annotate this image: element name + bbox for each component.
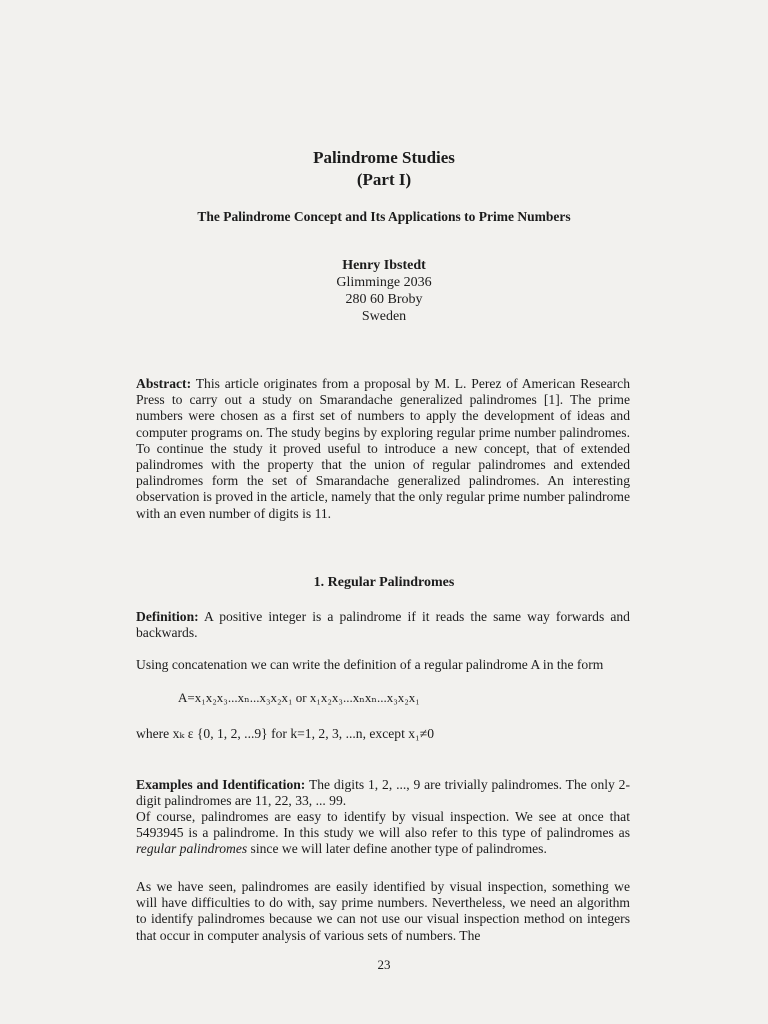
paper-part: (Part I) [356,170,412,189]
course-text-1: Of course, palindromes are easy to identify by visual inspection. We see at once that 5493945 is a palindrome. In this study we will also refer to this type of palindromes as [136,809,630,841]
paper-subtitle: The Palindrome Concept and Its Applications to Prime Numbers [197,209,571,224]
definition-paragraph [136,609,630,641]
section-heading: 1. Regular Palindromes [313,575,455,590]
regular-palindromes-term: regular palindromes [136,841,248,857]
abstract-text: This article originates from a proposal by M. L. Perez of American Research Press to carry out a study on Smarandache generalized palindromes [1]. The prime numbers were chosen as a first set of numbers to apply the development of ideas and computer programs on. The study begins by exploring regular prime number palindromes. To continue the study it proved useful to introduce a new concept, that of extended palindromes with the property that the union of regular palindromes and extended palindromes form the set of Smarandache generalized palindromes. An interesting observation is proved in the article, namely that the only regular prime number palindrome with an even number of digits is 11. [136,376,631,521]
page-number: 23 [377,957,391,972]
course-text-2: since we will later define another type of palindromes. [250,841,547,857]
definition-text: A positive integer is a palindrome if it reads the same way forwards and backwards. [136,609,630,641]
abstract-label: Abstract: [136,376,192,391]
concatenation-paragraph: Using concatenation we can write the definition of a regular palindrome A in the form [136,657,604,672]
examples-paragraph [136,777,630,809]
author-country: Sweden [361,309,407,324]
palindrome-formula: A=x₁x₂x₃...xₙ...x₃x₂x₁ or x₁x₂x₃...xₙxₙ...x₃x₂x₁ [178,690,420,705]
algorithm-paragraph: As we have seen, palindromes are easily identified by visual inspection, something we will have difficulties to do with, say prime numbers. Nevertheless, we need an algorithm to identify palindromes because we can not use our visual inspection method on integers that occur in computer analysis of various sets of numbers. The [136,879,630,943]
definition-label: Definition: [136,609,199,624]
abstract [136,376,630,522]
visual-inspection-paragraph [136,809,630,858]
where-clause: where xₖ ε {0, 1, 2, ...9} for k=1, 2, 3, ...n, except x₁≠0 [136,726,435,741]
author-name: Henry Ibstedt [342,258,426,273]
paper-title: Palindrome Studies [313,148,455,167]
examples-label: Examples and Identification: [136,777,306,792]
author-address-line1: Glimminge 2036 [336,275,432,290]
examples-text: The digits 1, 2, ..., 9 are trivially palindromes. The only 2-digit palindromes are 11, 22, 33, ... 99. [136,777,630,809]
author-address-line2: 280 60 Broby [345,292,423,307]
